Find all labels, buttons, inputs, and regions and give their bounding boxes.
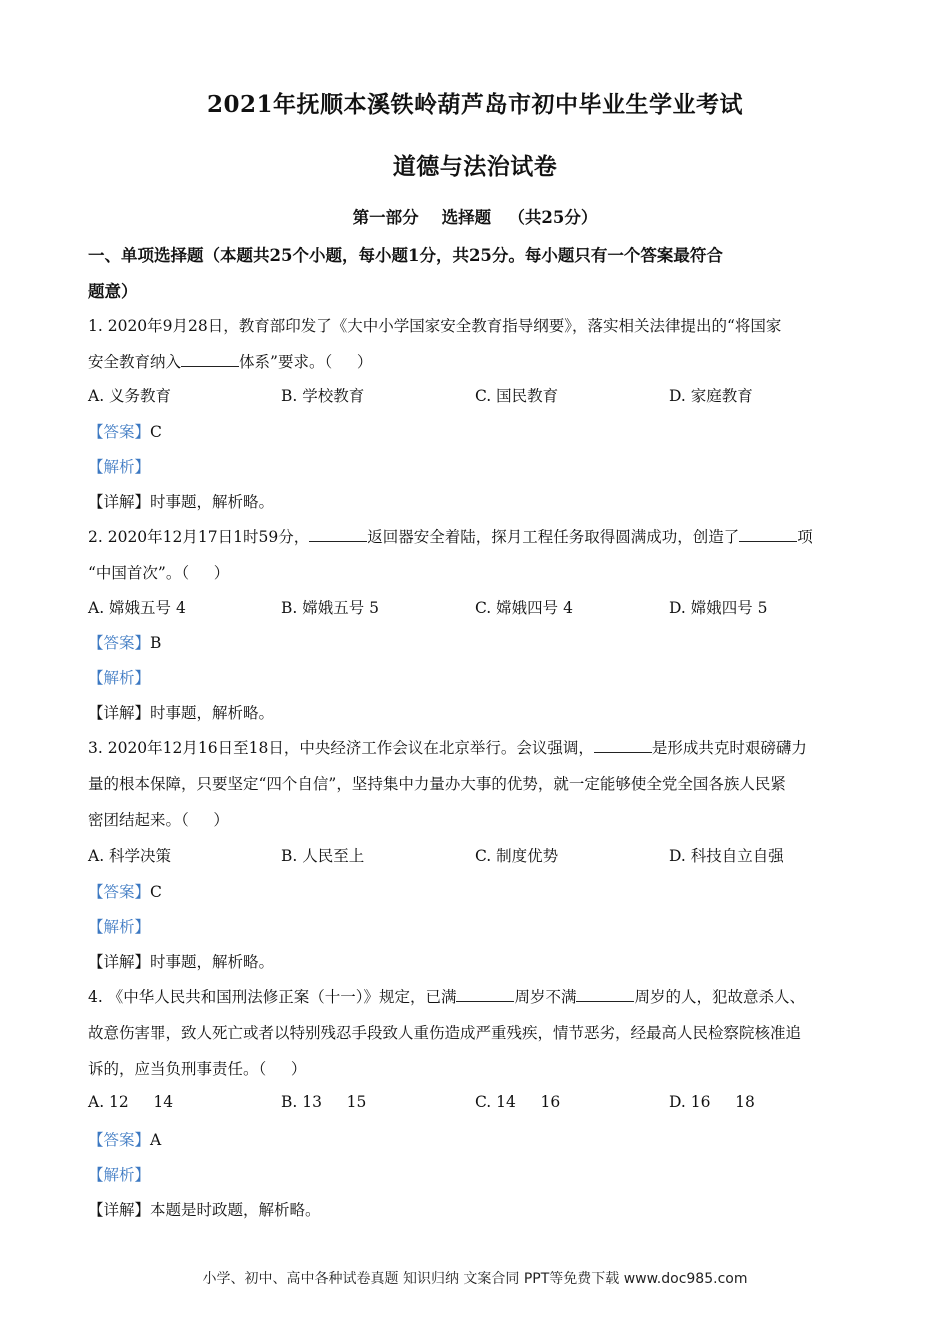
question-4-detail: 【详解】本题是时政题，解析略。: [88, 1201, 321, 1219]
question-3-detail: 【详解】时事题，解析略。: [88, 953, 275, 971]
question-2-analysis: 【解析】: [88, 669, 151, 687]
exam-subtitle: 道德与法治试卷: [392, 153, 558, 180]
option-c: C. 嫦娥四号 4: [475, 599, 573, 617]
question-3-text: 3. 2020年12月16日至18日，中央经济工作会议在北京举行。会议强调， 是形成共克时艰磅礴力: [88, 739, 807, 757]
option-a: A. 12 14: [88, 1093, 174, 1111]
page-footer: 小学、初中、高中各种试卷真题 知识归纳 文案合同 PPT等免费下载 www.doc985.com: [202, 1271, 748, 1287]
exam-title: 2021年抚顺本溪铁岭葫芦岛市初中毕业生学业考试: [206, 91, 743, 118]
section-heading-cont: 题意）: [88, 282, 138, 301]
question-3-analysis: 【解析】: [88, 918, 151, 936]
question-3-options: [88, 844, 868, 866]
option-d: D. 16 18: [669, 1093, 755, 1111]
option-a: A. 嫦娥五号 4: [88, 599, 186, 617]
question-4-analysis: 【解析】: [88, 1166, 151, 1184]
option-c: C. 制度优势: [475, 847, 559, 865]
question-1-options: [88, 384, 868, 406]
blank: [456, 987, 514, 1002]
question-4-options: [88, 1093, 868, 1115]
question-1-text: 1. 2020年9月28日，教育部印发了《大中小学国家安全教育指导纲要》，落实相关法律提出的“将国家: [88, 317, 782, 335]
option-d: D. 嫦娥四号 5: [669, 599, 768, 617]
question-4-text-cont: 故意伤害罪，致人死亡或者以特别残忍手段致人重伤造成严重残疾，情节恶劣，经最高人民检察院核准追: [88, 1024, 802, 1042]
question-4-text-cont2: 诉的，应当负刑事责任。（ ）: [88, 1060, 307, 1078]
option-c: C. 14 16: [475, 1093, 561, 1111]
blank: [181, 352, 239, 367]
blank: [739, 527, 797, 542]
option-b: B. 人民至上: [281, 847, 365, 865]
question-4-answer: 【答案】A: [88, 1131, 162, 1149]
section-heading: 一、单项选择题（本题共25个小题，每小题1分，共25分。每小题只有一个答案最符合: [88, 246, 723, 265]
question-2-options: [88, 596, 868, 618]
question-3-text-cont2: 密团结起来。（ ）: [88, 811, 229, 829]
question-2-text-cont: “中国首次”。（ ）: [88, 564, 230, 582]
option-d: D. 科技自立自强: [669, 847, 784, 865]
option-d: D. 家庭教育: [669, 387, 753, 405]
question-2-detail: 【详解】时事题，解析略。: [88, 704, 275, 722]
option-b: B. 学校教育: [281, 387, 365, 405]
option-b: B. 13 15: [281, 1093, 367, 1111]
question-3-text-cont: 量的根本保障，只要坚定“四个自信”，坚持集中力量办大事的优势，就一定能够使全党全国各族人民紧: [88, 775, 786, 793]
question-1-detail: 【详解】时事题，解析略。: [88, 493, 275, 511]
option-a: A. 义务教育: [88, 387, 172, 405]
blank: [594, 738, 652, 753]
question-4-text: 4. 《中华人民共和国刑法修正案（十一）》规定，已满 周岁不满 周岁的人，犯故意杀人、: [88, 988, 805, 1006]
blank: [576, 987, 634, 1002]
option-b: B. 嫦娥五号 5: [281, 599, 380, 617]
question-3-answer: 【答案】C: [88, 883, 162, 901]
part-heading: 第一部分 选择题 （共25分）: [352, 208, 598, 227]
question-2-text: 2. 2020年12月17日1时59分， 返回器安全着陆，探月工程任务取得圆满成功，创造了 项: [88, 528, 813, 546]
option-a: A. 科学决策: [88, 847, 172, 865]
question-2-answer: 【答案】B: [88, 634, 162, 652]
question-1-text-cont: 安全教育纳入 体系”要求。（ ）: [88, 353, 373, 371]
option-c: C. 国民教育: [475, 387, 559, 405]
question-1-analysis: 【解析】: [88, 458, 151, 476]
blank: [309, 527, 367, 542]
question-1-answer: 【答案】C: [88, 423, 162, 441]
